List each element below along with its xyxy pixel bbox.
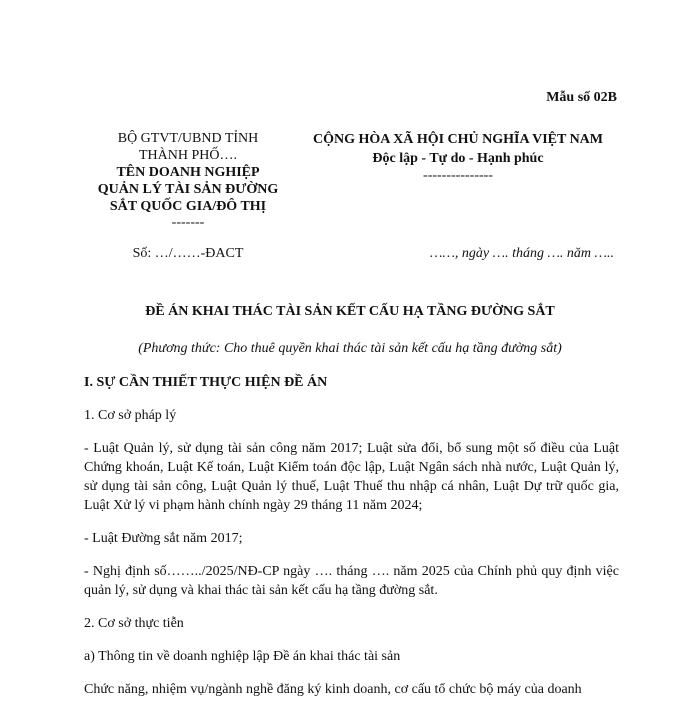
- right-separator: ---------------: [423, 168, 493, 183]
- document-title: ĐỀ ÁN KHAI THÁC TÀI SẢN KẾT CẤU HẠ TẦNG ĐƯỜNG SẮT: [145, 304, 555, 319]
- nation-name: CỘNG HÒA XÃ HỘI CHỦ NGHĨA VIỆT NAM: [312, 132, 603, 147]
- enterprise-line-1: TÊN DOANH NGHIỆP: [116, 165, 260, 180]
- left-separator: -------: [171, 215, 205, 230]
- practical-text: Chức năng, nhiệm vụ/ngành nghề đăng ký kinh doanh, cơ cấu tổ chức bộ máy của doanh: [84, 682, 582, 697]
- enterprise-line-2: QUẢN LÝ TÀI SẢN ĐƯỜNG: [97, 182, 279, 197]
- document-body: [84, 373, 619, 713]
- document-subtitle: (Phương thức: Cho thuê quyền khai thác tài sản kết cấu hạ tầng đường sắt): [138, 341, 562, 356]
- legal-item: - Luật Quản lý, sử dụng tài sản công năm 2017; Luật sửa đổi, bổ sung một số điều của Luật Chứng khoán, Luật Kế toán, Luật Kiểm toán độc lập, Luật Ngân sách nhà nước, Luật Quản lý, sử dụng tài sản công, Luật Quản lý thuế, Luật Thuế thu nhập cá nhân, Luật Dự trữ quốc gia, Luật Xử lý vi phạm hành chính ngày 29 tháng 11 năm 2024;: [84, 441, 619, 513]
- legal-item: - Nghị định số……../2025/NĐ-CP ngày …. tháng …. năm 2025 của Chính phủ quy định việc quản lý, sử dụng và khai thác tài sản kết cấu hạ tầng đường sắt.: [84, 564, 619, 598]
- practical-sub-heading: a) Thông tin về doanh nghiệp lập Đề án khai thác tài sản: [84, 649, 401, 664]
- issuing-agency-header: [84, 130, 292, 231]
- document-number: Số: …/……-ĐACT: [132, 246, 244, 261]
- form-number: Mẫu số 02B: [546, 90, 617, 105]
- section-heading: I. SỰ CẦN THIẾT THỰC HIỆN ĐỀ ÁN: [84, 375, 328, 390]
- practical-basis-heading: 2. Cơ sở thực tiễn: [84, 616, 184, 631]
- agency-line-1: BỘ GTVT/UBND TỈNH: [117, 131, 259, 146]
- national-motto: Độc lập - Tự do - Hạnh phúc: [372, 151, 544, 166]
- legal-item: - Luật Đường sắt năm 2017;: [84, 531, 243, 546]
- document-date: ……, ngày …. tháng …. năm …..: [430, 246, 614, 261]
- enterprise-line-3: SẮT QUỐC GIA/ĐÔ THỊ: [109, 199, 267, 214]
- legal-basis-heading: 1. Cơ sở pháp lý: [84, 408, 177, 423]
- agency-line-2: THÀNH PHỐ….: [139, 148, 237, 163]
- national-header: [288, 130, 628, 184]
